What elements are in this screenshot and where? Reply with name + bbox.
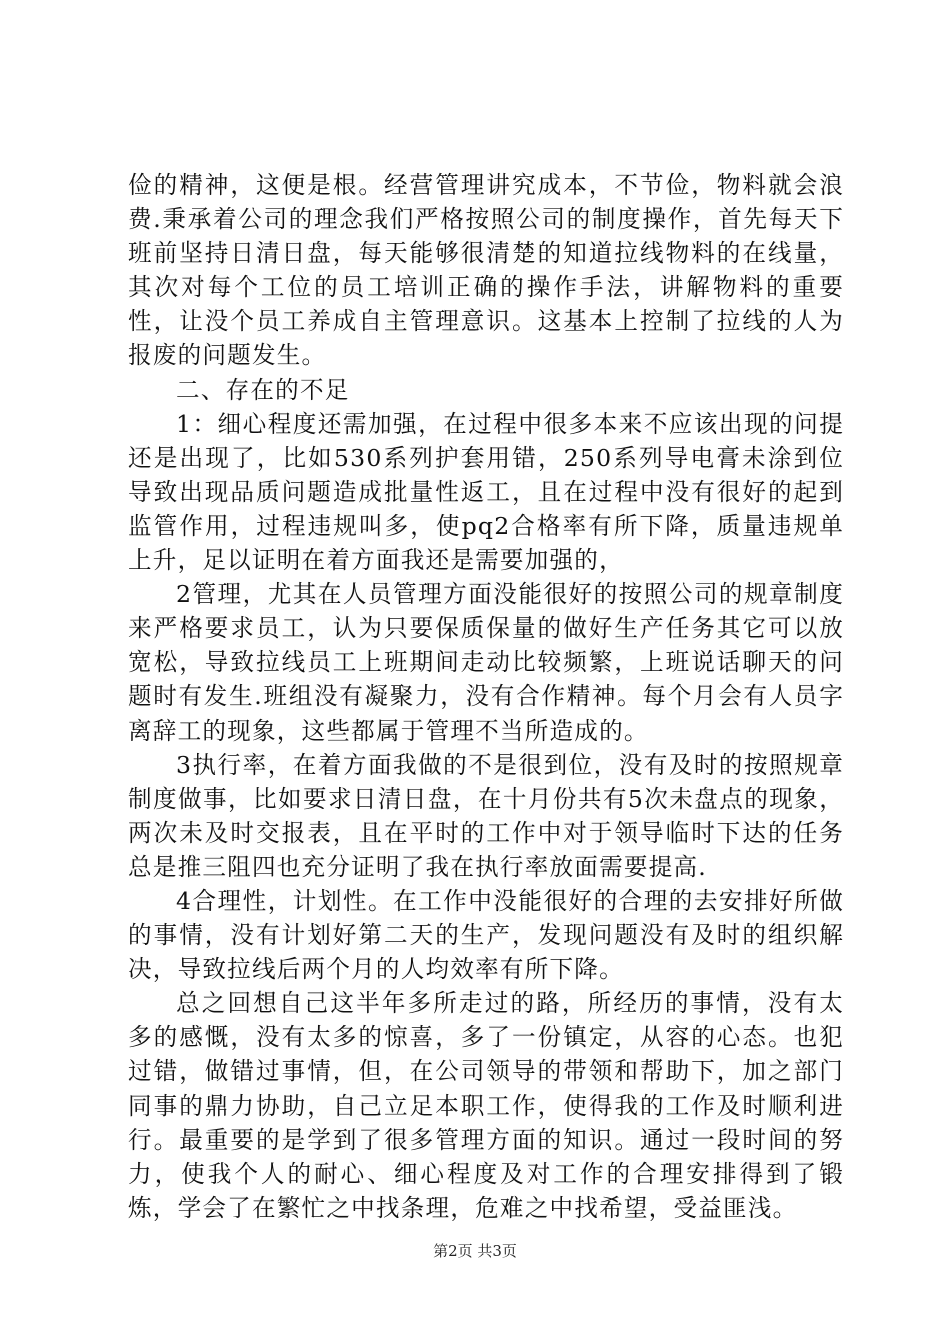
paragraph-item-2: 2管理，尤其在人员管理方面没能很好的按照公司的规章制度来严格要求员工，认为只要保质保量的做好生产任务其它可以放宽松，导致拉线员工上班期间走动比较频繁，上班说话聊天的问题时有发生.班组没有凝聚力，没有合作精神。每个月会有人员字离辞工的现象，这些都属于管理不当所造成的。 [128, 580, 844, 745]
section-heading-shortcomings: 二、存在的不足 [176, 375, 350, 404]
paragraph-item-1: 1：细心程度还需加强，在过程中很多本来不应该出现的问提还是出现了，比如530系列护套用错，250系列导电膏未涂到位导致出现品质问题造成批量性返工，且在过程中没有很好的起到监管作用，过程违规叫多，使pq2合格率有所下降，质量违规单上升，足以证明在着方面我还是需要加强的， [128, 409, 844, 575]
paragraph-continuation: 俭的精神，这便是根。经营管理讲究成本，不节俭，物料就会浪费.秉承着公司的理念我们严格按照公司的制度操作，首先每天下班前坚持日清日盘，每天能够很清楚的知道拉线物料的在线量，其次对每个工位的员工培训正确的操作手法，讲解物料的重要性，让没个员工养成自主管理意识。这基本上控制了拉线的人为报废的问题发生。 [128, 171, 844, 370]
paragraph-summary: 总之回想自己这半年多所走过的路，所经历的事情，没有太多的感慨，没有太多的惊喜，多了一份镇定，从容的心态。也犯过错，做错过事情，但，在公司领导的带领和帮助下，加之部门同事的鼎力协助，自己立足本职工作，使得我的工作及时顺利进行。最重要的是学到了很多管理方面的知识。通过一段时间的努力，使我个人的耐心、细心程度及对工作的合理安排得到了锻炼，学会了在繁忙之中找条理，危难之中找希望，受益匪浅。 [128, 989, 844, 1222]
page-number-label: 第2页 共3页 [433, 1242, 517, 1260]
paragraph-item-4: 4合理性，计划性。在工作中没能很好的合理的去安排好所做的事情，没有计划好第二天的生产，发现问题没有及时的组织解决，导致拉线后两个月的人均效率有所下降。 [128, 886, 844, 984]
paragraph-item-3: 3执行率，在着方面我做的不是很到位，没有及时的按照规章制度做事，比如要求日清日盘，在十月份共有5次未盘点的现象，两次未及时交报表，且在平时的工作中对于领导临时下达的任务总是推三阻四也充分证明了我在执行率放面需要提高. [128, 750, 844, 881]
document-body [128, 168, 844, 1225]
page-footer [0, 1241, 950, 1261]
